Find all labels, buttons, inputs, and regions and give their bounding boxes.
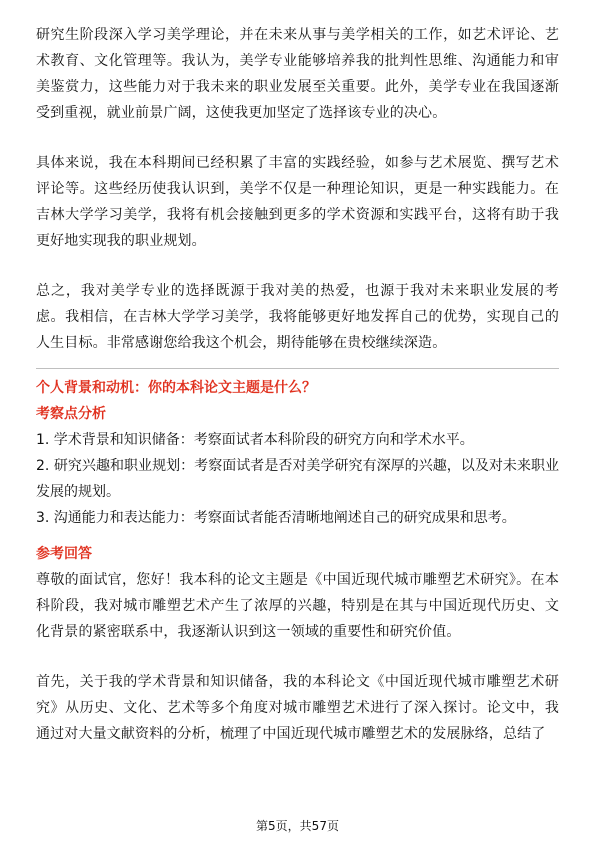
focus-item-3: 3. 沟通能力和表达能力：考察面试者能否清晰地阐述自己的研究成果和思考。 bbox=[36, 510, 516, 526]
focus-item-2: 2. 研究兴趣和职业规划：考察面试者是否对美学研究有深厚的兴趣，以及对未来职业发展的规划。 bbox=[36, 458, 559, 500]
page-number: 第5页，共57页 bbox=[256, 819, 339, 833]
document-page bbox=[36, 22, 559, 747]
intro-paragraph-3: 总之，我对美学专业的选择既源于我对美的热爱，也源于我对未来职业发展的考虑。我相信，在吉林大学学习美学，我将能够更好地发挥自己的优势，实现自己的人生目标。非常感谢您给我这个机会，期待能够在贵校继续深造。 bbox=[36, 283, 559, 351]
answer-paragraph-2: 首先，关于我的学术背景和知识储备，我的本科论文《中国近现代城市雕塑艺术研究》从历史、文化、艺术等多个角度对城市雕塑艺术进行了深入探讨。论文中，我通过对大量文献资料的分析，梳理了中国近现代城市雕塑艺术的发展脉络，总结了 bbox=[36, 674, 559, 742]
answer-paragraph-1: 尊敬的面试官，您好！我本科的论文主题是《中国近现代城市雕塑艺术研究》。在本科阶段，我对城市雕塑艺术产生了浓厚的兴趣，特别是在其与中国近现代历史、文化背景的紧密联系中，我逐渐认识到这一领域的重要性和研究价值。 bbox=[36, 572, 559, 640]
focus-heading: 考察点分析 bbox=[36, 406, 106, 422]
intro-paragraph-1: 研究生阶段深入学习美学理论，并在未来从事与美学相关的工作，如艺术评论、艺术教育、文化管理等。我认为，美学专业能够培养我的批判性思维、沟通能力和审美鉴赏力，这些能力对于我未来的职业发展至关重要。此外，美学专业在我国逐渐受到重视，就业前景广阔，这使我更加坚定了选择该专业的决心。 bbox=[36, 27, 559, 121]
question-title: 个人背景和动机：你的本科论文主题是什么？ bbox=[36, 380, 316, 396]
section-divider bbox=[36, 368, 559, 369]
intro-paragraph-2: 具体来说，我在本科期间已经积累了丰富的实践经验，如参与艺术展览、撰写艺术评论等。这些经历使我认识到，美学不仅是一种理论知识，更是一种实践能力。在吉林大学学习美学，我将有机会接触到更多的学术资源和实践平台，这将有助于我更好地实现我的职业规划。 bbox=[36, 155, 559, 249]
answer-heading: 参考回答 bbox=[36, 546, 92, 562]
focus-item-1: 1. 学术背景和知识储备：考察面试者本科阶段的研究方向和学术水平。 bbox=[36, 432, 474, 448]
